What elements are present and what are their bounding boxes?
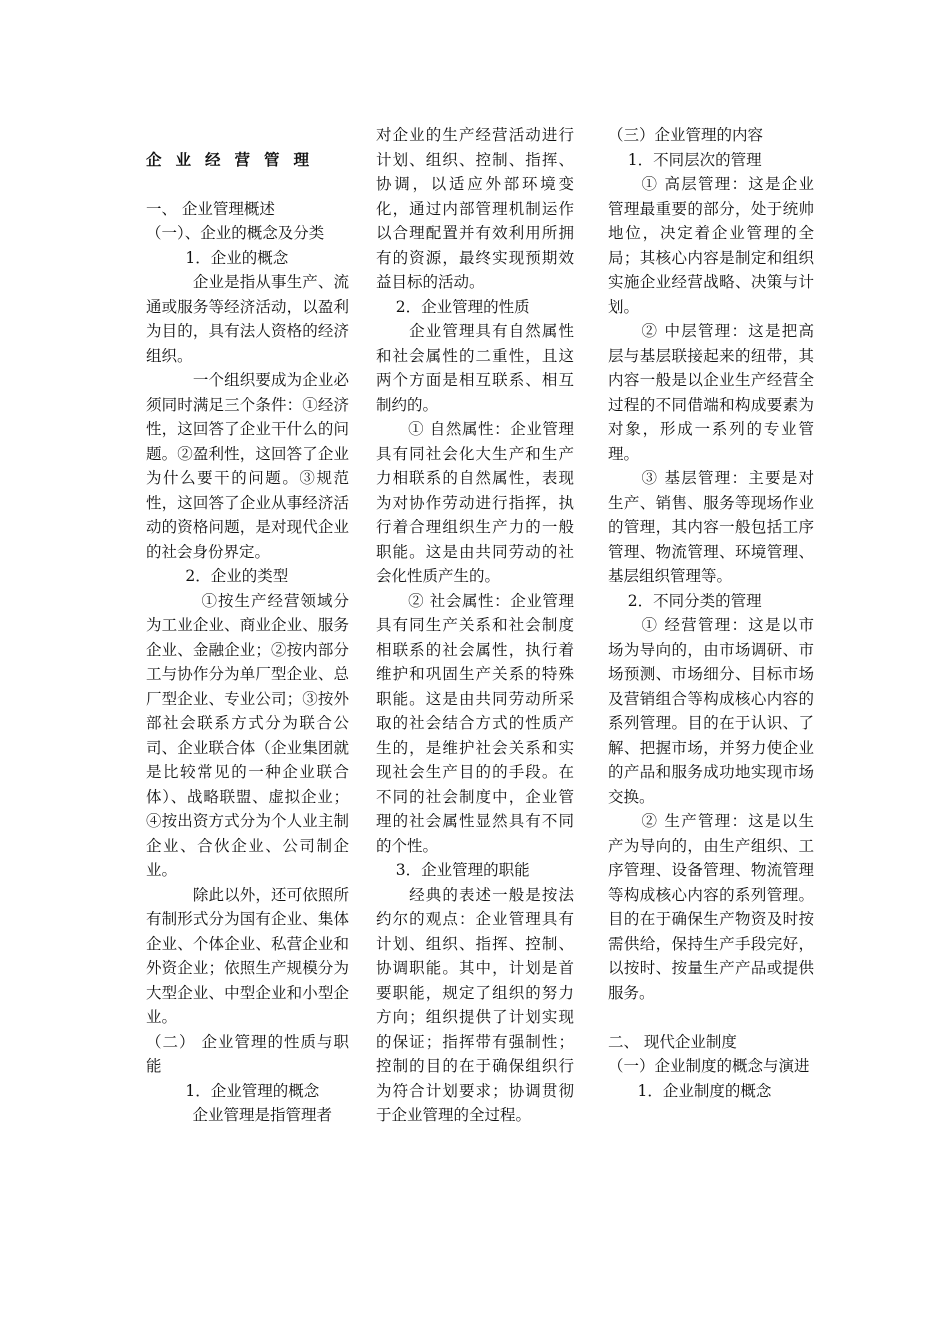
paragraph: ① 高层管理：这是企业管理最重要的部分，处于统帅地位，决定着企业管理的全局；其核心内容是制定和组织实施企业经营战略、决策与计划。 [608, 175, 814, 316]
paragraph: 经典的表述一般是按法约尔的观点：企业管理具有计划、组织、指挥、控制、协调职能。其中，计划是首要职能，规定了组织的努力方向；组织提供了计划实现的保证；指挥带有强制性；控制的目的在于确保组织行为符合计划要求；协调贯彻于企业管理的全过程。 [376, 885, 574, 1124]
subsection-heading: （一）、企业的概念及分类 [146, 224, 325, 242]
item-heading: 2．企业管理的性质 [376, 297, 530, 316]
subsection-heading: （二） 企业管理的性质与职能 [146, 1032, 349, 1075]
column-3 [608, 123, 814, 1103]
paragraph: ② 生产管理：这是以生产为导向的，由生产组织、工序管理、设备管理、物流管理等构成核心内容的系列管理。目的在于确保生产物资及时按需供给，保持生产手段完好，以按时、按量生产产品或提供服务。 [608, 812, 814, 1002]
spacer [608, 1005, 814, 1030]
subsection-heading: （一）企业制度的概念与演进 [608, 1057, 810, 1075]
column-2 [376, 123, 574, 1128]
paragraph: ① 经营管理：这是以市场为导向的，由市场调研、市场预测、市场细分、目标市场及营销组合等构成核心内容的系列管理。目的在于认识、了解、把握市场，并努力使企业的产品和服务成功地实现市场交换。 [608, 616, 814, 806]
item-heading: 1．企业制度的概念 [608, 1081, 772, 1100]
section-heading: 二、 现代企业制度 [608, 1032, 737, 1051]
section-heading: 一、 企业管理概述 [146, 199, 275, 218]
paragraph: 企业管理是指管理者 [146, 1106, 333, 1124]
item-heading: 2．不同分类的管理 [608, 591, 762, 610]
document-title: 企业经营管理 [146, 150, 324, 169]
item-heading: 1．不同层次的管理 [608, 150, 762, 169]
paragraph: ② 社会属性：企业管理具有同生产关系和社会制度相联系的社会属性，执行着维护和巩固生产关系的特殊职能。这是由共同劳动所采取的社会结合方式的性质产生的，是维护社会关系和实现社会生产目的的手段。在不同的社会制度中，企业管理的社会属性显然具有不同的个性。 [376, 591, 574, 855]
paragraph: ③ 基层管理：主要是对生产、销售、服务等现场作业的管理，其内容一般包括工序管理、物流管理、环境管理、基层组织管理等。 [608, 469, 814, 585]
item-heading: 3．企业管理的职能 [376, 861, 530, 879]
paragraph: 企业是指从事生产、流通或服务等经济活动，以盈利为目的，具有法人资格的经济组织。 [146, 273, 349, 365]
item-heading: 2．企业的类型 [146, 567, 289, 585]
paragraph: ①按生产经营领域分为工业企业、商业企业、服务企业、金融企业；②按内部分工与协作分为单厂型企业、总厂型企业、专业公司；③按外部社会联系方式分为联合公司、企业联合体（企业集团就是比较常见的一种企业联合体）、战略联盟、虚拟企业；④按出资方式分为个人业主制企业、合伙企业、公司制企业。 [146, 591, 349, 879]
paragraph: 对企业的生产经营活动进行计划、组织、控制、指挥、协调，以适应外部环境变化，通过内部管理机制运作以合理配置并有效利用所拥有的资源，最终实现预期效益目标的活动。 [376, 126, 574, 291]
paragraph: 一个组织要成为企业必须同时满足三个条件：①经济性，这回答了企业干什么的问题。②盈利性，这回答了企业为什么要干的问题。③规范性，这回答了企业从事经济活动的资格问题，是对现代企业的社会身份界定。 [146, 371, 349, 561]
paragraph: 除此以外，还可依照所有制形式分为国有企业、集体企业、个体企业、私营企业和外资企业；依照生产规模分为大型企业、中型企业和小型企业。 [146, 885, 349, 1026]
paragraph: 企业管理具有自然属性和社会属性的二重性，且这两个方面是相互联系、相互制约的。 [376, 322, 574, 414]
paragraph: ① 自然属性：企业管理具有同社会化大生产和生产力相联系的自然属性，表现为对协作劳动进行指挥，执行着合理组织生产力的一般职能。这是由共同劳动的社会化性质产生的。 [376, 420, 574, 585]
column-1 [146, 123, 349, 1128]
item-heading: 1．企业管理的概念 [146, 1081, 320, 1100]
paragraph: ② 中层管理：这是把高层与基层联接起来的纽带，其内容一般是以企业生产经营全过程的不同借端和构成要素为对象，形成一系列的专业管理。 [608, 322, 814, 463]
item-heading: 1．企业的概念 [146, 248, 289, 267]
subsection-heading: （三）企业管理的内容 [608, 126, 764, 144]
